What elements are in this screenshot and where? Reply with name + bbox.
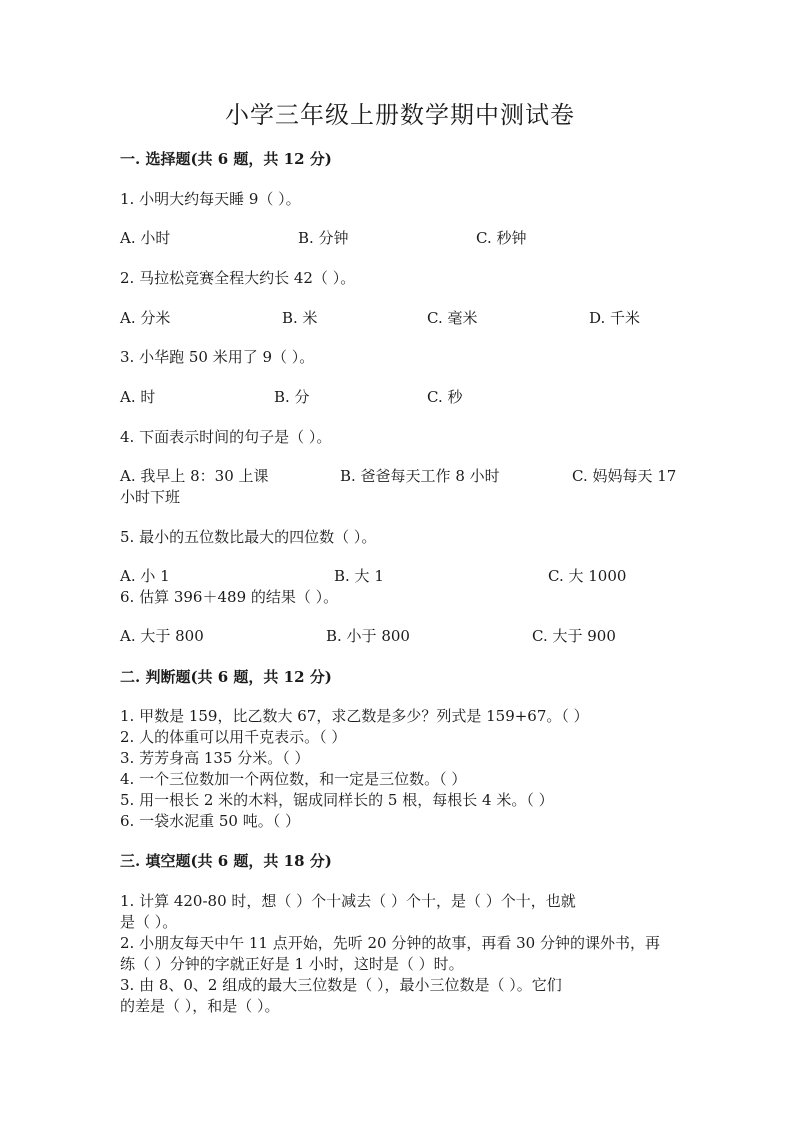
judge-item-4: 4. 一个三位数加一个两位数，和一定是三位数。（ ） xyxy=(120,770,467,788)
judge-item-1: 1. 甲数是 159，比乙数大 67，求乙数是多少？列式是 159+67。（ ） xyxy=(120,707,589,725)
judge-item-2: 2. 人的体重可以用千克表示。（ ） xyxy=(120,728,347,746)
question-1: 1. 小明大约每天睡 9（ ）。 xyxy=(120,190,301,208)
fill-line-2: 是（ ）。 xyxy=(120,913,178,931)
option-1a: A. 小时 xyxy=(120,229,171,247)
option-2a: A. 分米 xyxy=(120,309,171,327)
fill-line-1: 1. 计算 420-80 时，想（ ）个十减去（ ）个十，是（ ）个十，也就 xyxy=(120,892,576,910)
option-1c: C. 秒钟 xyxy=(476,229,527,247)
option-5a: A. 小 1 xyxy=(120,567,170,585)
option-2c: C. 毫米 xyxy=(427,309,478,327)
option-6b: B. 小于 800 xyxy=(326,627,410,645)
judge-item-5: 5. 用一根长 2 米的木料，锯成同样长的 5 根，每根长 4 米。（ ） xyxy=(120,791,554,809)
option-4a: A. 我早上 8：30 上课 xyxy=(120,467,269,485)
option-5b: B. 大 1 xyxy=(334,567,384,585)
question-3: 3. 小华跑 50 米用了 9（ ）。 xyxy=(120,348,315,366)
option-2d: D. 千米 xyxy=(589,309,641,327)
option-3a: A. 时 xyxy=(120,388,156,406)
question-6: 6. 估算 396＋489 的结果（ ）。 xyxy=(120,588,339,606)
question-5: 5. 最小的五位数比最大的四位数（ ）。 xyxy=(120,528,377,546)
question-4: 4. 下面表示时间的句子是（ ）。 xyxy=(120,428,332,446)
option-3c: C. 秒 xyxy=(427,388,463,406)
option-6c: C. 大于 900 xyxy=(532,627,616,645)
judge-item-6: 6. 一袋水泥重 50 吨。（ ） xyxy=(120,812,300,830)
section-heading-judge: 二. 判断题(共 6 题，共 12 分) xyxy=(120,668,332,686)
option-1b: B. 分钟 xyxy=(298,229,349,247)
page-title: 小学三年级上册数学期中测试卷 xyxy=(225,101,575,129)
option-4c-wrap: 小时下班 xyxy=(120,488,181,506)
option-4b: B. 爸爸每天工作 8 小时 xyxy=(340,467,500,485)
fill-line-3: 2. 小朋友每天中午 11 点开始，先听 20 分钟的故事，再看 30 分钟的课外书，再 xyxy=(120,934,660,952)
option-3b: B. 分 xyxy=(274,388,310,406)
option-5c: C. 大 1000 xyxy=(548,567,627,585)
fill-line-4: 练（ ）分钟的字就正好是 1 小时，这时是（ ）时。 xyxy=(120,955,464,973)
section-heading-fill: 三. 填空题(共 6 题，共 18 分) xyxy=(120,852,332,870)
section-heading-choice: 一. 选择题(共 6 题，共 12 分) xyxy=(120,150,332,168)
option-6a: A. 大于 800 xyxy=(120,627,204,645)
option-4c: C. 妈妈每天 17 xyxy=(572,467,677,485)
option-2b: B. 米 xyxy=(282,309,318,327)
fill-line-6: 的差是（ ），和是（ ）。 xyxy=(120,997,280,1015)
question-2: 2. 马拉松竞赛全程大约长 42（ ）。 xyxy=(120,269,356,287)
judge-item-3: 3. 芳芳身高 135 分米。（ ） xyxy=(120,749,310,767)
fill-line-5: 3. 由 8、0、2 组成的最大三位数是（ ），最小三位数是（ ）。它们 xyxy=(120,976,562,994)
